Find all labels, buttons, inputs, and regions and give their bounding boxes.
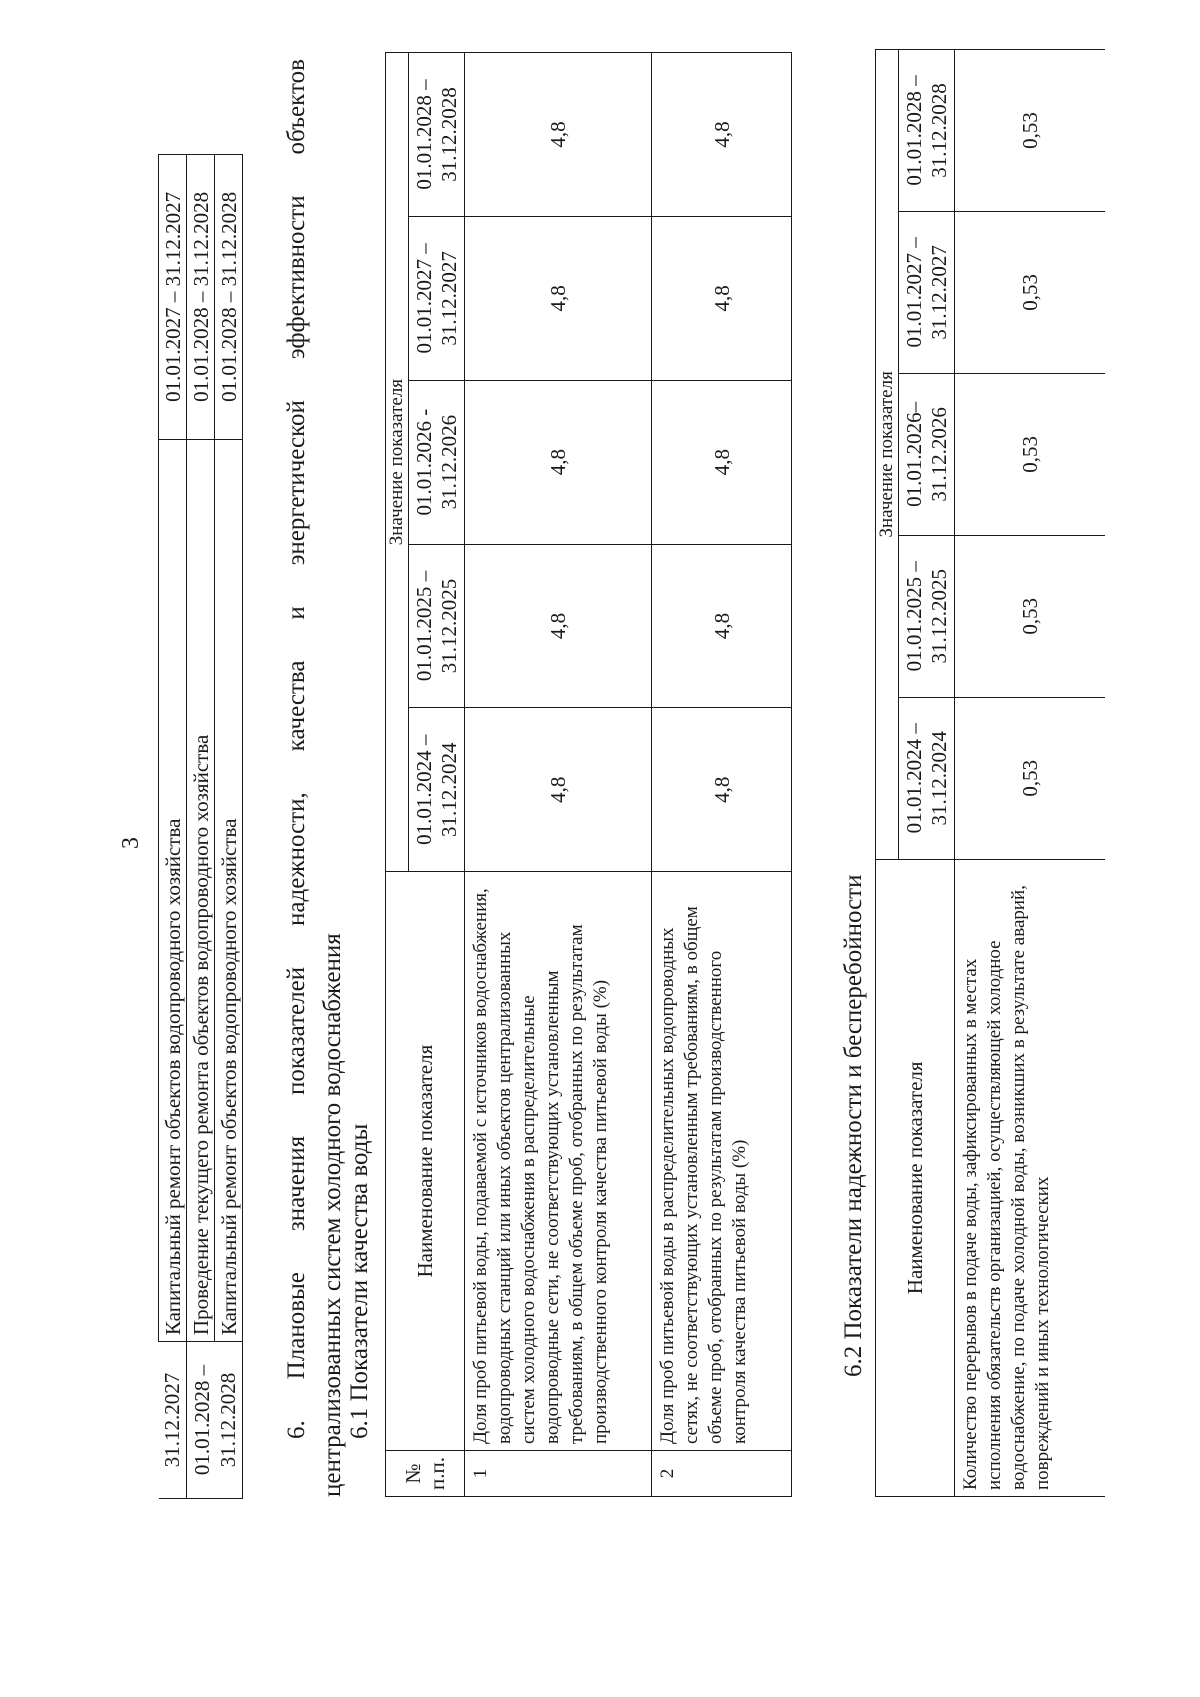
activity-cell: Проведение текущего ремонта объектов водопроводного хозяйства [187, 439, 215, 1341]
heading-word: качества [283, 660, 310, 752]
row-value: 4,8 [465, 544, 652, 708]
col-header-period: 01.01.2026 - 31.12.2026 [409, 380, 465, 544]
heading-word: 6. [283, 1420, 310, 1439]
row-value: 0,53 [955, 697, 1105, 859]
row-name: Количество перерывов в подаче воды, зафиксированных в местах исполнения обязательств организацией, осуществляющей холодное водоснабжение, по подаче холодной воды, возникших в результате аварий, повреждений и иных технологических [955, 859, 1105, 1496]
col-header-period: 01.01.2026– 31.12.2026 [899, 373, 955, 535]
page-number: 3 [118, 837, 144, 849]
row-num: 2 [652, 1451, 792, 1497]
col-header-period: 01.01.2024 – 31.12.2024 [899, 697, 955, 859]
col-header-period: 01.01.2025 – 31.12.2025 [899, 535, 955, 697]
col-header-value-group: Значение показателя [386, 53, 409, 872]
col-header-name: Наименование показателя [386, 872, 465, 1451]
heading-word: энергетической [283, 400, 310, 566]
table-row [652, 53, 792, 1497]
table-row [955, 50, 1105, 1497]
row-value: 4,8 [465, 708, 652, 872]
heading-word: эффективности [283, 195, 310, 360]
table-row [159, 155, 187, 1499]
dates-cell: 01.01.2027 – 31.12.2027 [159, 155, 187, 440]
row-value: 0,53 [955, 535, 1105, 697]
table-row [215, 155, 243, 1499]
row-value: 4,8 [465, 53, 652, 217]
table-header-row [386, 53, 409, 1497]
row-num: 1 [465, 1451, 652, 1497]
section-6-1-title: 6.1 Показатели качества воды [346, 1123, 373, 1439]
heading-word: Плановые [283, 1272, 310, 1380]
period-cell: 01.01.2028 – 31.12.2028 [187, 1342, 243, 1499]
activity-cell: Капитальный ремонт объектов водопроводного хозяйства [159, 439, 187, 1341]
dates-cell: 01.01.2028 – 31.12.2028 [215, 155, 243, 440]
table-header-row [876, 50, 899, 1497]
heading-word: надежности, [283, 792, 310, 926]
heading-word: показателей [283, 966, 310, 1095]
col-header-name: Наименование показателя [876, 859, 955, 1496]
row-name: Доля проб питьевой воды, подаваемой с источников водоснабжения, водопроводных станций или иных объектов централизованных систем холодного водоснабжения в распределительные водопроводные сети, не соответствующих установленным требованиям, в общем объеме проб, отобранных по результатам производственного контроля качества питьевой воды (%) [465, 872, 652, 1451]
col-header-period: 01.01.2028 – 31.12.2028 [409, 53, 465, 217]
col-header-period: 01.01.2027 – 31.12.2027 [409, 216, 465, 380]
col-header-value-group: Значение показателя [876, 50, 899, 860]
table-activities [158, 154, 243, 1499]
row-name: Доля проб питьевой воды в распределительных водопроводных сетях, не соответствующих установленным требованиям, в общем объеме проб, отобранных по результатам производственного контроля качества питьевой воды (%) [652, 872, 792, 1451]
row-value: 4,8 [465, 380, 652, 544]
row-value: 4,8 [652, 216, 792, 380]
row-value: 0,53 [955, 373, 1105, 535]
row-value: 4,8 [652, 53, 792, 217]
col-header-period: 01.01.2027 – 31.12.2027 [899, 211, 955, 373]
col-header-period: 01.01.2024 – 31.12.2024 [409, 708, 465, 872]
col-header-num: № п.п. [386, 1451, 465, 1497]
period-cell: 31.12.2027 [159, 1342, 187, 1499]
section-6-heading-line1 [280, 59, 314, 1439]
row-value: 4,8 [652, 380, 792, 544]
row-value: 0,53 [955, 50, 1105, 212]
section-6-2-title: 6.2 Показатели надежности и бесперебойности [840, 874, 867, 1377]
col-header-period: 01.01.2025 – 31.12.2025 [409, 544, 465, 708]
dates-cell: 01.01.2028 – 31.12.2028 [187, 155, 215, 440]
heading-word: значения [283, 1135, 310, 1232]
heading-word: объектов [283, 59, 310, 155]
row-value: 4,8 [652, 544, 792, 708]
row-value: 4,8 [465, 216, 652, 380]
row-value: 4,8 [652, 708, 792, 872]
heading-word: и [283, 606, 310, 620]
table-reliability [875, 49, 1105, 1497]
col-header-period: 01.01.2028 – 31.12.2028 [899, 50, 955, 212]
table-water-quality [385, 52, 792, 1497]
table-row [465, 53, 652, 1497]
table-row [187, 155, 215, 1499]
activity-cell: Капитальный ремонт объектов водопроводного хозяйства [215, 439, 243, 1341]
row-value: 0,53 [955, 211, 1105, 373]
section-6-heading-line2: централизованных систем холодного водоснабжения [319, 933, 346, 1497]
